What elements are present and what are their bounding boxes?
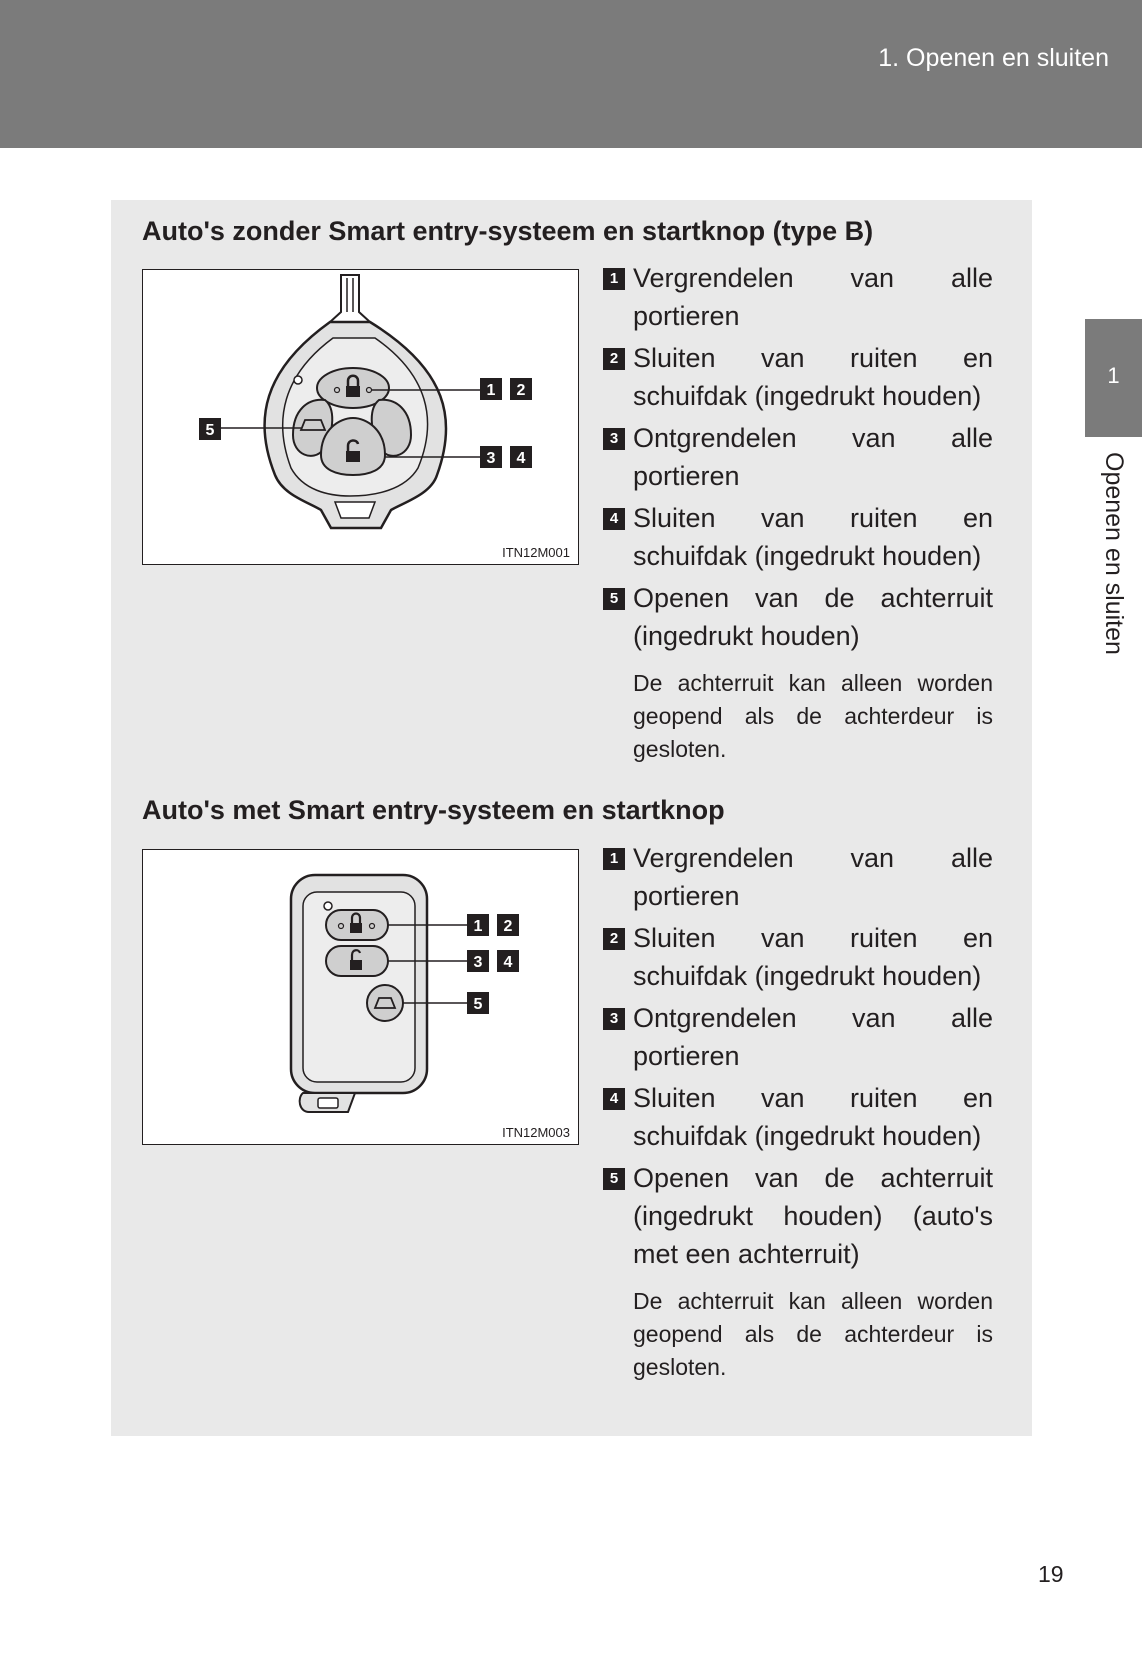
- item-text: Sluiten van ruiten en schuifdak (ingedrukt houden): [633, 923, 993, 991]
- item-number-badge: 4: [603, 508, 625, 530]
- chapter-side-label: [1091, 452, 1131, 662]
- callout-a-2: [510, 378, 532, 400]
- item-number-badge: 4: [603, 1088, 625, 1110]
- callout-b-4: [497, 950, 519, 972]
- callout-b-1: [467, 914, 489, 936]
- list-item: [600, 839, 993, 915]
- item-number-badge: 1: [603, 268, 625, 290]
- section-a-note: De achterruit kan alleen worden geopend als de achterdeur is gesloten.: [633, 670, 993, 762]
- list-item: [600, 339, 993, 415]
- key-illustration: [143, 270, 577, 563]
- list-item: [600, 1159, 993, 1273]
- item-text: Openen van de achterruit (ingedrukt houden): [633, 583, 993, 651]
- callout-a-1-label: 1: [486, 382, 496, 399]
- chapter-header-bar: [0, 0, 1142, 148]
- section-b-list: [600, 839, 993, 1384]
- chapter-title: 1. Openen en sluiten: [878, 44, 1109, 72]
- page-number: 19: [1038, 1561, 1064, 1587]
- list-item: [600, 919, 993, 995]
- callout-b-5: [467, 992, 489, 1014]
- item-number-badge: 2: [603, 928, 625, 950]
- callout-b-1-label: 1: [473, 918, 483, 935]
- callout-a-5-label: 5: [205, 422, 215, 439]
- item-number-badge: 3: [603, 428, 625, 450]
- item-text: Ontgrendelen van alle portieren: [633, 423, 993, 491]
- list-item: [600, 1079, 993, 1155]
- figure-smart-key: [142, 849, 579, 1145]
- callout-b-3-label: 3: [473, 954, 483, 971]
- figure-remote-key: [142, 269, 579, 565]
- chapter-side-label-text: Openen en sluiten: [1100, 452, 1128, 655]
- callout-a-3: [480, 446, 502, 468]
- callout-b-5-label: 5: [473, 996, 483, 1013]
- chapter-tab[interactable]: [1085, 319, 1142, 437]
- callout-a-5: [199, 418, 221, 440]
- callout-a-1: [480, 378, 502, 400]
- list-item: [600, 499, 993, 575]
- smart-key-illustration: [143, 850, 577, 1143]
- callout-a-2-label: 2: [516, 382, 526, 399]
- item-text: Vergrendelen van alle portieren: [633, 843, 993, 911]
- list-item: [600, 419, 993, 495]
- figure-code: ITN12M001: [502, 545, 570, 560]
- section-a-heading: Auto's zonder Smart entry-systeem en startknop (type B): [142, 216, 874, 246]
- chapter-tab-number: 1: [1107, 363, 1120, 388]
- item-number-badge: 3: [603, 1008, 625, 1030]
- list-item: [600, 579, 993, 655]
- section-a-list: [600, 259, 993, 766]
- item-number-badge: 5: [603, 588, 625, 610]
- item-text: Openen van de achterruit (ingedrukt houden) (auto's met een achterruit): [633, 1163, 993, 1269]
- callout-a-4: [510, 446, 532, 468]
- list-item: [600, 259, 993, 335]
- item-number-badge: 1: [603, 848, 625, 870]
- section-b-note: De achterruit kan alleen worden geopend als de achterdeur is gesloten.: [633, 1288, 993, 1380]
- callout-b-4-label: 4: [503, 954, 513, 971]
- list-item: [600, 999, 993, 1075]
- callout-b-2-label: 2: [503, 918, 513, 935]
- item-text: Sluiten van ruiten en schuifdak (ingedrukt houden): [633, 343, 993, 411]
- item-text: Vergrendelen van alle portieren: [633, 263, 993, 331]
- callout-b-2: [497, 914, 519, 936]
- callout-a-3-label: 3: [486, 450, 496, 467]
- item-text: Ontgrendelen van alle portieren: [633, 1003, 993, 1071]
- item-text: Sluiten van ruiten en schuifdak (ingedrukt houden): [633, 503, 993, 571]
- item-number-badge: 5: [603, 1168, 625, 1190]
- item-text: Sluiten van ruiten en schuifdak (ingedrukt houden): [633, 1083, 993, 1151]
- callout-a-4-label: 4: [516, 450, 526, 467]
- section-b-heading: Auto's met Smart entry-systeem en startknop: [142, 795, 725, 825]
- callout-b-3: [467, 950, 489, 972]
- item-number-badge: 2: [603, 348, 625, 370]
- figure-code: ITN12M003: [502, 1125, 570, 1140]
